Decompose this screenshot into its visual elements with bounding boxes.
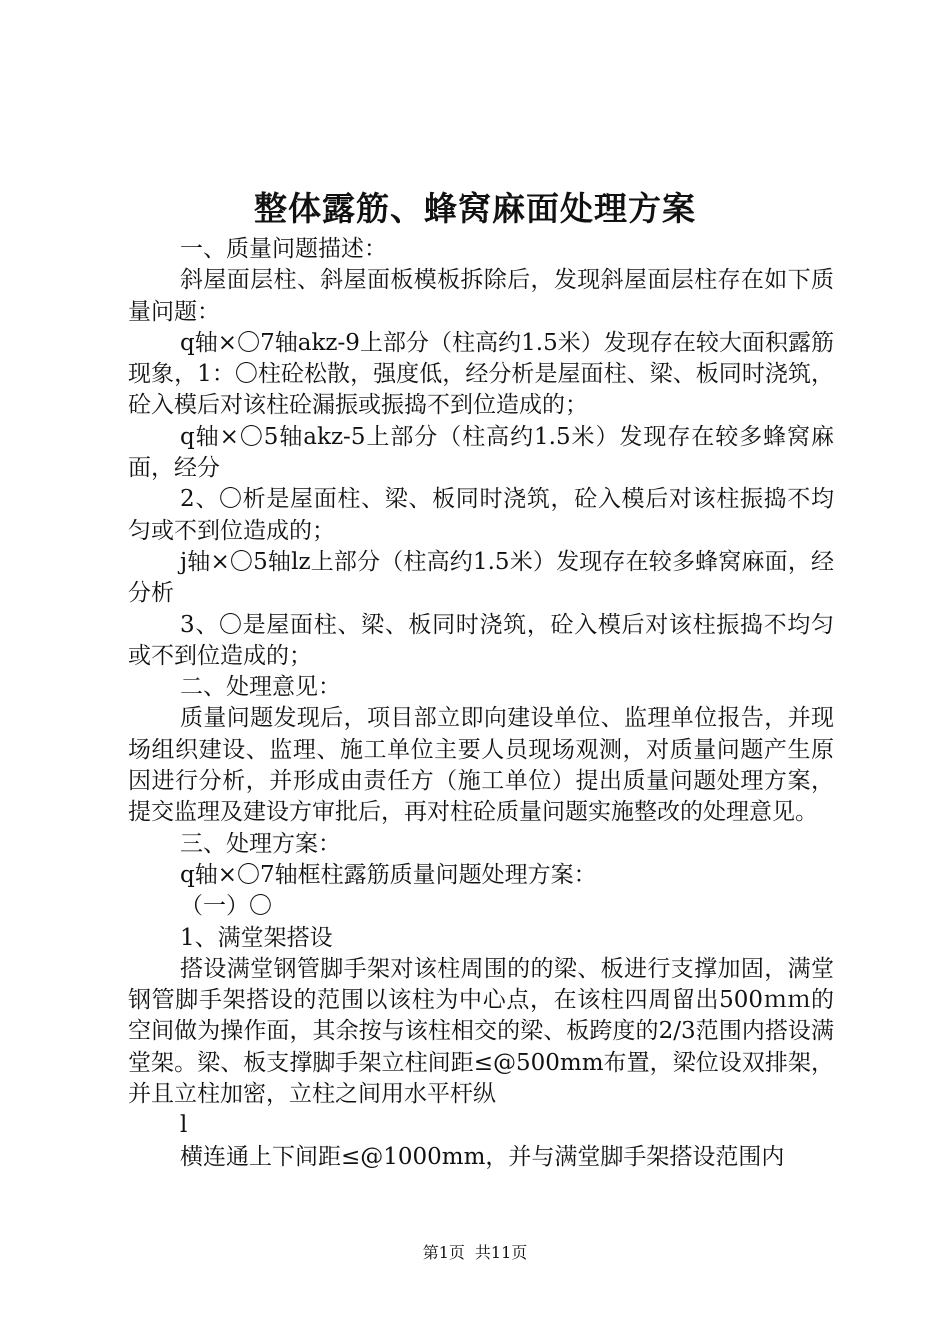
section-heading-opinion: 二、处理意见： [180, 674, 341, 701]
paragraph-issue-3-cont: 3、〇是屋面柱、梁、板同时浇筑，砼入模后对该柱振捣不均匀或不到位造成的； [128, 611, 834, 669]
paragraph-stray-mark: l [180, 1112, 188, 1139]
paragraph-issue-1: q轴×〇7轴akz-9上部分（柱高约1.5米）发现存在较大面积露筋现象，1：〇柱砼松散，强度低，经分析是屋面柱、梁、板同时浇筑，砼入模后对该柱砼漏振或振捣不到位造成的； [128, 329, 834, 419]
document-title: 整体露筋、蜂窝麻面处理方案 [254, 189, 696, 228]
paragraph-issue-3: j轴×〇5轴lz上部分（柱高约1.5米）发现存在较多蜂窝麻面，经分析 [128, 548, 834, 607]
paragraph-issue-2: q轴×〇5轴akz-5上部分（柱高约1.5米）发现存在较多蜂窝麻面，经分 [128, 423, 834, 482]
paragraph-issue-2-cont: 2、〇析是屋面柱、梁、板同时浇筑，砼入模后对该柱振捣不均匀或不到位造成的； [128, 486, 834, 544]
page-total: 共11页 [474, 1243, 528, 1262]
page-number: 第1页 [422, 1243, 465, 1262]
paragraph-plan-number: （一）〇 [180, 893, 272, 920]
paragraph-scaffold-cont: 横连通上下间距≤@1000mm，并与满堂脚手架搭设范围内 [180, 1143, 785, 1170]
page-footer [0, 1243, 950, 1263]
paragraph-scaffold: 搭设满堂钢管脚手架对该柱周围的的梁、板进行支撑加固，满堂钢管脚手架搭设的范围以该柱为中心点，在该柱四周留出500ｍｍ的空间做为操作面，其余按与该柱相交的梁、板跨度的2/3范围内搭设满堂架。梁、板支撑脚手架立柱间距≤@500mm布置，梁位设双排架，并且立柱加密，立柱之间用水平杆纵 [128, 955, 834, 1108]
paragraph-plan-title: q轴×〇7轴框柱露筋质量问题处理方案： [180, 861, 597, 888]
paragraph-opinion: 质量问题发现后，项目部立即向建设单位、监理单位报告，并现场组织建设、监理、施工单位主要人员现场观测，对质量问题产生原因进行分析，并形成由责任方（施工单位）提出质量问题处理方案，提交监理及建设方审批后，再对柱砼质量问题实施整改的处理意见。 [128, 705, 834, 826]
section-heading-plan: 三、处理方案： [180, 830, 341, 857]
subheading-scaffold: 1、满堂架搭设 [180, 924, 333, 951]
document-body [128, 234, 834, 1173]
section-heading-quality-issue: 一、质量问题描述： [180, 236, 387, 262]
paragraph-intro: 斜屋面层柱、斜屋面板模板拆除后，发现斜屋面层柱存在如下质量问题： [128, 267, 834, 325]
